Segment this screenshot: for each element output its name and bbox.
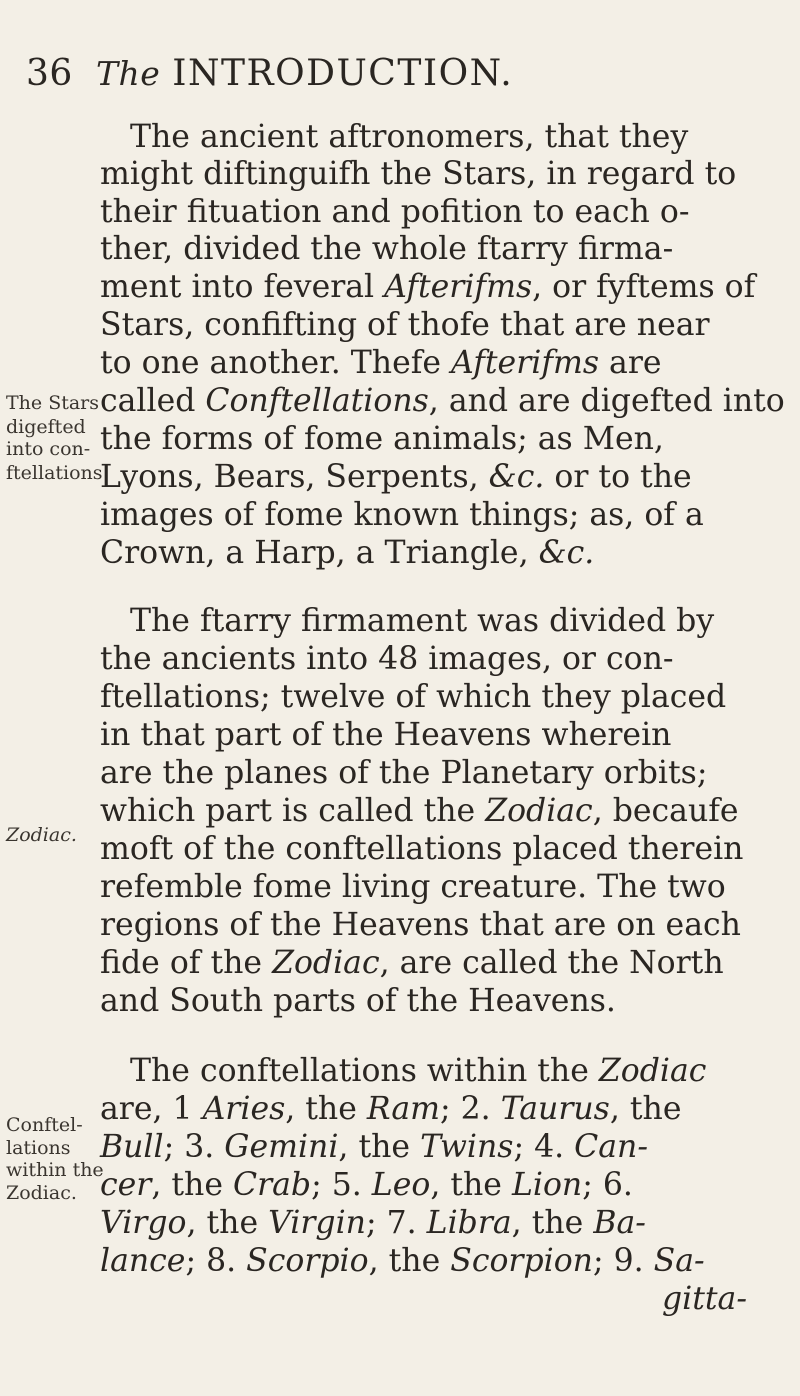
text-line: ther, divided the whole ftarry firma- xyxy=(100,231,674,267)
margin-note-line: lations xyxy=(6,1137,71,1159)
text-line: ment into feveral Afterifms, or fyftems of xyxy=(100,269,756,305)
text-line: moft of the conftellations placed therein xyxy=(100,831,744,867)
margin-note-line: into con- xyxy=(6,438,91,460)
text-line: Crown, a Harp, a Triangle, &c. xyxy=(100,535,595,571)
text-line: Virgo, the Virgin; 7. Libra, the Ba- xyxy=(100,1205,646,1241)
text-line: are, 1 Aries, the Ram; 2. Taurus, the xyxy=(100,1091,682,1127)
margin-note-line: Zodiac. xyxy=(6,824,77,846)
page-number: 36 xyxy=(26,53,73,94)
text-line: The conftellations within the Zodiac xyxy=(130,1053,707,1089)
text-line: Lyons, Bears, Serpents, &c. or to the xyxy=(100,459,692,495)
text-line: images of fome known things; as, of a xyxy=(100,497,704,533)
margin-note-line: ftellations xyxy=(6,462,103,484)
text-line: the ancients into 48 images, or con- xyxy=(100,641,674,677)
margin-note-line: Zodiac. xyxy=(6,1182,77,1204)
text-line: the forms of fome animals; as Men, xyxy=(100,421,664,457)
margin-note-line: digefted xyxy=(6,416,86,438)
text-line: fide of the Zodiac, are called the North xyxy=(100,945,724,981)
text-line: and South parts of the Heavens. xyxy=(100,983,616,1019)
header-the: The xyxy=(96,54,161,93)
margin-note-line: The Stars xyxy=(6,392,100,414)
margin-note-line: Conftel- xyxy=(6,1114,83,1136)
text-line: in that part of the Heavens wherein xyxy=(100,717,672,753)
text-line: regions of the Heavens that are on each xyxy=(100,907,741,943)
text-line: gitta- xyxy=(662,1281,747,1317)
text-line: The ancient aftronomers, that they xyxy=(130,119,689,155)
text-line: which part is called the Zodiac, becaufe xyxy=(100,793,739,829)
text-line: cer, the Crab; 5. Leo, the Lion; 6. xyxy=(100,1167,633,1203)
text-line: ftellations; twelve of which they placed xyxy=(100,679,727,715)
text-line: refemble fome living creature. The two xyxy=(100,869,726,905)
text-line: Bull; 3. Gemini, the Twins; 4. Can- xyxy=(100,1129,648,1165)
text-line: to one another. Thefe Afterifms are xyxy=(100,345,662,381)
text-line: lance; 8. Scorpio, the Scorpion; 9. Sa- xyxy=(100,1243,705,1279)
text-line: are the planes of the Planetary orbits; xyxy=(100,755,708,791)
text-line: The ftarry firmament was divided by xyxy=(130,603,715,639)
text-line: their fituation and pofition to each o- xyxy=(100,194,690,230)
text-line: might diftinguifh the Stars, in regard to xyxy=(100,156,737,192)
margin-note-line: within the xyxy=(6,1159,104,1181)
header-title: INTRODUCTION. xyxy=(172,53,514,94)
running-header xyxy=(26,52,766,96)
text-line: Stars, confifting of thofe that are near xyxy=(100,307,710,343)
text-line: called Conftellations, and are digefted into xyxy=(100,383,785,419)
